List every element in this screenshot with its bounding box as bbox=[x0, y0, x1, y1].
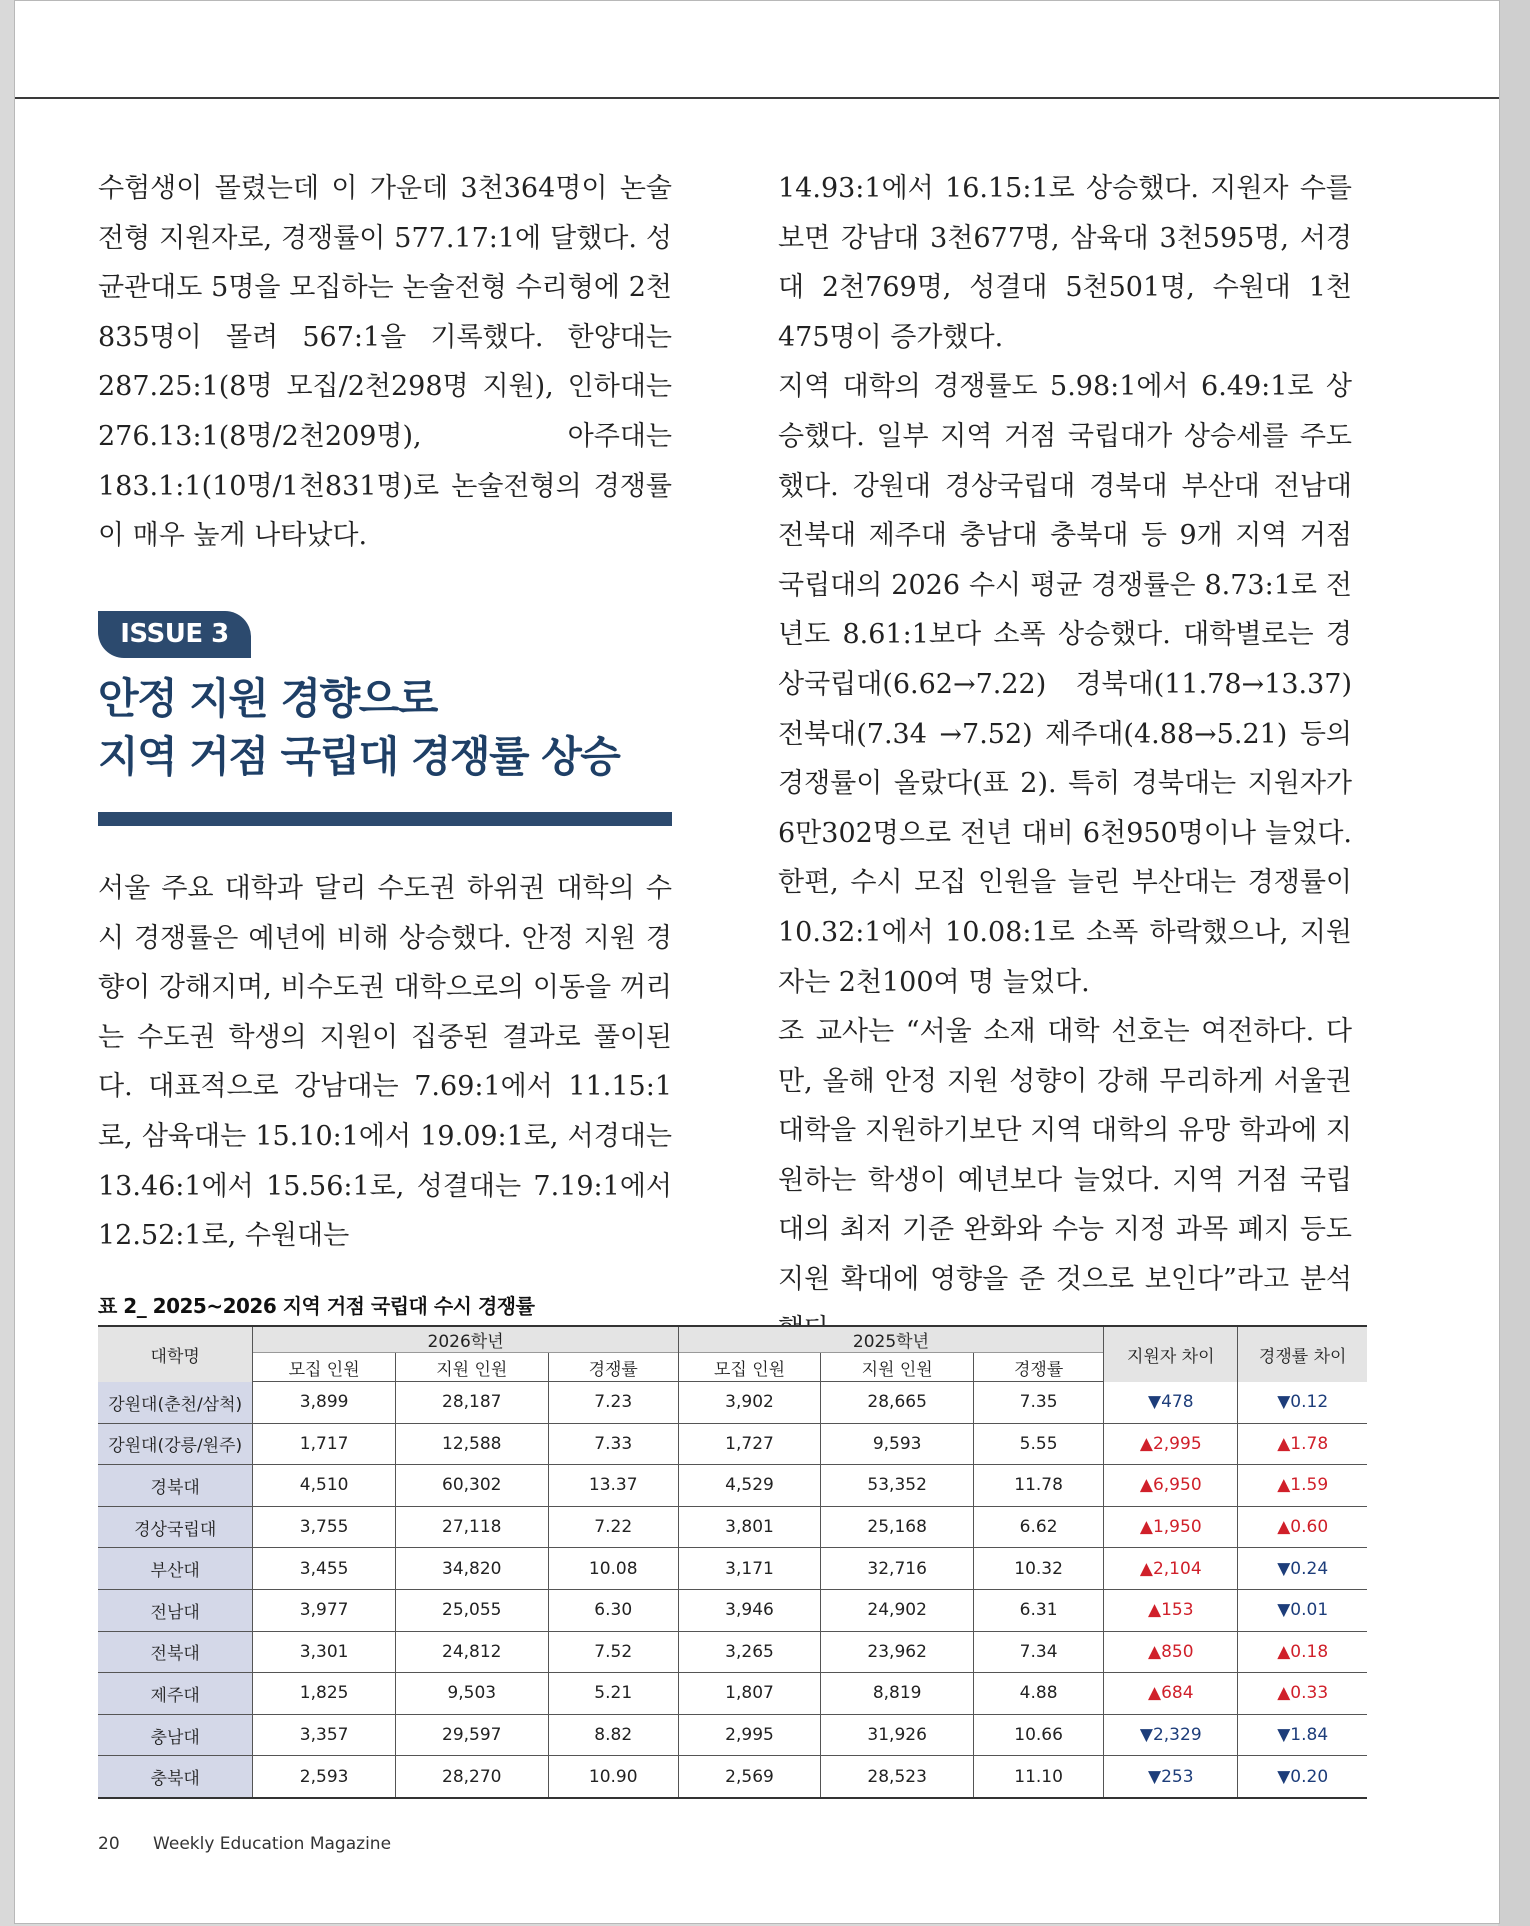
table-row bbox=[98, 1548, 1367, 1590]
cell-rate-diff: ▲0.33 bbox=[1238, 1673, 1367, 1715]
cell-university: 강원대(춘천/삼척) bbox=[98, 1382, 253, 1424]
cell-applicants-2026: 29,597 bbox=[395, 1714, 548, 1756]
page-edge bbox=[1498, 0, 1530, 1926]
table-row bbox=[98, 1506, 1367, 1548]
cell-rate-diff: ▼1.84 bbox=[1238, 1714, 1367, 1756]
cell-applicants-2025: 25,168 bbox=[821, 1506, 974, 1548]
cell-applicants-2025: 32,716 bbox=[821, 1548, 974, 1590]
cell-applicants-2025: 24,902 bbox=[821, 1589, 974, 1631]
cell-rate-2026: 13.37 bbox=[548, 1465, 678, 1507]
cell-university: 전북대 bbox=[98, 1631, 253, 1673]
cell-recruit-2026: 3,977 bbox=[253, 1589, 395, 1631]
cell-applicants-2026: 28,187 bbox=[395, 1382, 548, 1424]
cell-recruit-2026: 4,510 bbox=[253, 1465, 395, 1507]
cell-applicants-2026: 24,812 bbox=[395, 1631, 548, 1673]
table-row bbox=[98, 1673, 1367, 1715]
header-rate-diff: 경쟁률 차이 bbox=[1238, 1326, 1367, 1382]
issue-rule bbox=[98, 812, 672, 826]
cell-applicant-diff: ▼2,329 bbox=[1104, 1714, 1238, 1756]
cell-rate-2026: 8.82 bbox=[548, 1714, 678, 1756]
cell-applicant-diff: ▲2,995 bbox=[1104, 1423, 1238, 1465]
header-2025: 2025학년 bbox=[678, 1326, 1103, 1353]
cell-rate-2026: 10.08 bbox=[548, 1548, 678, 1590]
cell-rate-2025: 6.31 bbox=[974, 1589, 1104, 1631]
header-recruit-2025: 모집 인원 bbox=[678, 1353, 820, 1382]
cell-applicants-2026: 25,055 bbox=[395, 1589, 548, 1631]
cell-recruit-2026: 2,593 bbox=[253, 1756, 395, 1798]
cell-applicants-2025: 28,665 bbox=[821, 1382, 974, 1424]
cell-applicant-diff: ▲1,950 bbox=[1104, 1506, 1238, 1548]
table-row bbox=[98, 1631, 1367, 1673]
cell-recruit-2026: 3,899 bbox=[253, 1382, 395, 1424]
cell-rate-2026: 6.30 bbox=[548, 1589, 678, 1631]
cell-applicants-2025: 53,352 bbox=[821, 1465, 974, 1507]
cell-applicants-2025: 23,962 bbox=[821, 1631, 974, 1673]
cell-rate-2025: 10.32 bbox=[974, 1548, 1104, 1590]
cell-rate-diff: ▲1.78 bbox=[1238, 1423, 1367, 1465]
cell-applicants-2025: 9,593 bbox=[821, 1423, 974, 1465]
header-2026: 2026학년 bbox=[253, 1326, 678, 1353]
left-bottom-paragraph: 서울 주요 대학과 달리 수도권 하위권 대학의 수시 경쟁률은 예년에 비해 상승했다. 안정 지원 경향이 강해지며, 비수도권 대학으로의 이동을 꺼리는 수도권 학생의 지원이 집중된 결과로 풀이된다. 대표적으로 강남대는 7.69:1에서 11.15:1로, 삼육대는 15.10:1에서 19.09:1로, 서경대는 13.46:1에서 15.56:1로, 성결대는 7.19:1에서 12.52:1로, 수원대는 bbox=[98, 873, 672, 1252]
cell-rate-2025: 7.35 bbox=[974, 1382, 1104, 1424]
cell-rate-2025: 4.88 bbox=[974, 1673, 1104, 1715]
cell-rate-diff: ▼0.24 bbox=[1238, 1548, 1367, 1590]
cell-recruit-2025: 3,902 bbox=[678, 1382, 820, 1424]
table-row bbox=[98, 1465, 1367, 1507]
cell-rate-2025: 10.66 bbox=[974, 1714, 1104, 1756]
right-paragraph-1: 14.93:1에서 16.15:1로 상승했다. 지원자 수를 보면 강남대 3천677명, 삼육대 3천595명, 서경대 2천769명, 성결대 5천501명, 수원대 1천475명이 증가했다. bbox=[778, 173, 1352, 353]
cell-university: 강원대(강릉/원주) bbox=[98, 1423, 253, 1465]
table-row bbox=[98, 1714, 1367, 1756]
cell-applicants-2026: 27,118 bbox=[395, 1506, 548, 1548]
cell-applicant-diff: ▲153 bbox=[1104, 1589, 1238, 1631]
header-rule bbox=[15, 97, 1499, 99]
cell-applicants-2026: 9,503 bbox=[395, 1673, 548, 1715]
table-row bbox=[98, 1382, 1367, 1424]
issue-title-line1: 안정 지원 경향으로 bbox=[98, 674, 437, 723]
cell-applicants-2026: 12,588 bbox=[395, 1423, 548, 1465]
header-rate-2026: 경쟁률 bbox=[548, 1353, 678, 1382]
cell-rate-diff: ▲1.59 bbox=[1238, 1465, 1367, 1507]
cell-rate-2025: 11.78 bbox=[974, 1465, 1104, 1507]
header-applicants-2025: 지원 인원 bbox=[821, 1353, 974, 1382]
cell-applicants-2025: 8,819 bbox=[821, 1673, 974, 1715]
page-number: 20 bbox=[98, 1834, 120, 1854]
cell-recruit-2026: 3,301 bbox=[253, 1631, 395, 1673]
table-row bbox=[98, 1756, 1367, 1798]
left-column-top bbox=[98, 164, 672, 561]
cell-recruit-2026: 1,717 bbox=[253, 1423, 395, 1465]
cell-rate-2026: 5.21 bbox=[548, 1673, 678, 1715]
cell-university: 전남대 bbox=[98, 1589, 253, 1631]
cell-university: 충북대 bbox=[98, 1756, 253, 1798]
cell-university: 경상국립대 bbox=[98, 1506, 253, 1548]
cell-recruit-2026: 3,357 bbox=[253, 1714, 395, 1756]
cell-applicants-2026: 34,820 bbox=[395, 1548, 548, 1590]
cell-rate-diff: ▲0.18 bbox=[1238, 1631, 1367, 1673]
cell-rate-2025: 6.62 bbox=[974, 1506, 1104, 1548]
header-applicants-2026: 지원 인원 bbox=[395, 1353, 548, 1382]
cell-university: 부산대 bbox=[98, 1548, 253, 1590]
cell-applicant-diff: ▲850 bbox=[1104, 1631, 1238, 1673]
cell-recruit-2025: 2,569 bbox=[678, 1756, 820, 1798]
cell-applicant-diff: ▼253 bbox=[1104, 1756, 1238, 1798]
cell-recruit-2025: 3,265 bbox=[678, 1631, 820, 1673]
cell-rate-diff: ▼0.20 bbox=[1238, 1756, 1367, 1798]
cell-rate-2026: 7.33 bbox=[548, 1423, 678, 1465]
cell-recruit-2026: 3,455 bbox=[253, 1548, 395, 1590]
issue-title bbox=[98, 670, 698, 786]
cell-rate-2025: 11.10 bbox=[974, 1756, 1104, 1798]
cell-rate-2025: 5.55 bbox=[974, 1423, 1104, 1465]
left-column-bottom bbox=[98, 864, 672, 1261]
header-university: 대학명 bbox=[98, 1326, 253, 1382]
header-recruit-2026: 모집 인원 bbox=[253, 1353, 395, 1382]
cell-rate-diff: ▼0.01 bbox=[1238, 1589, 1367, 1631]
magazine-name: Weekly Education Magazine bbox=[153, 1834, 392, 1854]
cell-recruit-2025: 3,801 bbox=[678, 1506, 820, 1548]
cell-rate-2026: 7.52 bbox=[548, 1631, 678, 1673]
cell-recruit-2025: 2,995 bbox=[678, 1714, 820, 1756]
header-applicant-diff: 지원자 차이 bbox=[1104, 1326, 1238, 1382]
cell-recruit-2025: 3,171 bbox=[678, 1548, 820, 1590]
competition-rate-table bbox=[98, 1325, 1367, 1799]
cell-applicant-diff: ▲6,950 bbox=[1104, 1465, 1238, 1507]
issue-title-line2: 지역 거점 국립대 경쟁률 상승 bbox=[98, 732, 620, 781]
right-column bbox=[778, 164, 1352, 1354]
cell-university: 충남대 bbox=[98, 1714, 253, 1756]
cell-university: 제주대 bbox=[98, 1673, 253, 1715]
cell-applicant-diff: ▲684 bbox=[1104, 1673, 1238, 1715]
cell-recruit-2026: 1,825 bbox=[253, 1673, 395, 1715]
right-paragraph-3: 조 교사는 “서울 소재 대학 선호는 여전하다. 다만, 올해 안정 지원 성향이 강해 무리하게 서울권 대학을 지원하기보단 지역 대학의 유망 학과에 지원하는 학생이 예년보다 늘었다. 지역 거점 국립대의 최저 기준 완화와 수능 지정 과목 폐지 등도 지원 확대에 영향을 준 것으로 보인다”라고 분석 bbox=[778, 1016, 1352, 1296]
issue-tag: ISSUE 3 bbox=[98, 611, 251, 658]
cell-rate-2026: 10.90 bbox=[548, 1756, 678, 1798]
cell-recruit-2025: 1,807 bbox=[678, 1673, 820, 1715]
cell-recruit-2025: 1,727 bbox=[678, 1423, 820, 1465]
cell-rate-2025: 7.34 bbox=[974, 1631, 1104, 1673]
cell-rate-2026: 7.23 bbox=[548, 1382, 678, 1424]
cell-recruit-2025: 4,529 bbox=[678, 1465, 820, 1507]
cell-university: 경북대 bbox=[98, 1465, 253, 1507]
table-row bbox=[98, 1423, 1367, 1465]
cell-applicant-diff: ▼478 bbox=[1104, 1382, 1238, 1424]
table-row bbox=[98, 1589, 1367, 1631]
header-rate-2025: 경쟁률 bbox=[974, 1353, 1104, 1382]
cell-rate-diff: ▼0.12 bbox=[1238, 1382, 1367, 1424]
left-top-paragraph: 수험생이 몰렸는데 이 가운데 3천364명이 논술전형 지원자로, 경쟁률이 577.17:1에 달했다. 성균관대도 5명을 모집하는 논술전형 수리형에 2천835명이 몰려 567:1을 기록했다. 한양대는 287.25:1(8명 모집/2천298명 지원), 인하대는 276.13:1(8명/2천209명), 아주대는 183.1:1(10명/1천831명)로 논술전형의 경쟁률이 매우 높게 나타났다. bbox=[98, 173, 672, 552]
cell-applicants-2026: 60,302 bbox=[395, 1465, 548, 1507]
cell-rate-diff: ▲0.60 bbox=[1238, 1506, 1367, 1548]
cell-rate-2026: 7.22 bbox=[548, 1506, 678, 1548]
table-caption: 표 2_ 2025~2026 지역 거점 국립대 수시 경쟁률 bbox=[98, 1294, 535, 1318]
cell-applicants-2025: 28,523 bbox=[821, 1756, 974, 1798]
cell-applicants-2025: 31,926 bbox=[821, 1714, 974, 1756]
right-paragraph-2: 지역 대학의 경쟁률도 5.98:1에서 6.49:1로 상승했다. 일부 지역 거점 국립대가 상승세를 주도했다. 강원대 경상국립대 경북대 부산대 전남대 전북대 제주대 충남대 충북대 등 9개 지역 거점 국립대의 2026 수시 평균 경쟁률은 8.73:1로 전년도 8.61:1보다 소폭 상승했다. 대학별로는 경상국립대(6.62→7.22) 경북대(11.78→13.37) 전북대(7.34 →7.52) 제주대(4.88→5.21) 등의 경쟁률이 올랐다(표 2). 특히 경북대는 지원자가 6만302명으로 전년 대비 6천950명이나 늘었다. 한편, 수시 모집 인원을 늘린 부산대는 경쟁률이 10.32:1에서 10.08:1로 소폭 하락했으나, 지원자는 2천100여 명 늘었다. bbox=[778, 371, 1352, 998]
cell-recruit-2025: 3,946 bbox=[678, 1589, 820, 1631]
page-footer bbox=[98, 1834, 391, 1854]
cell-applicants-2026: 28,270 bbox=[395, 1756, 548, 1798]
cell-recruit-2026: 3,755 bbox=[253, 1506, 395, 1548]
cell-applicant-diff: ▲2,104 bbox=[1104, 1548, 1238, 1590]
